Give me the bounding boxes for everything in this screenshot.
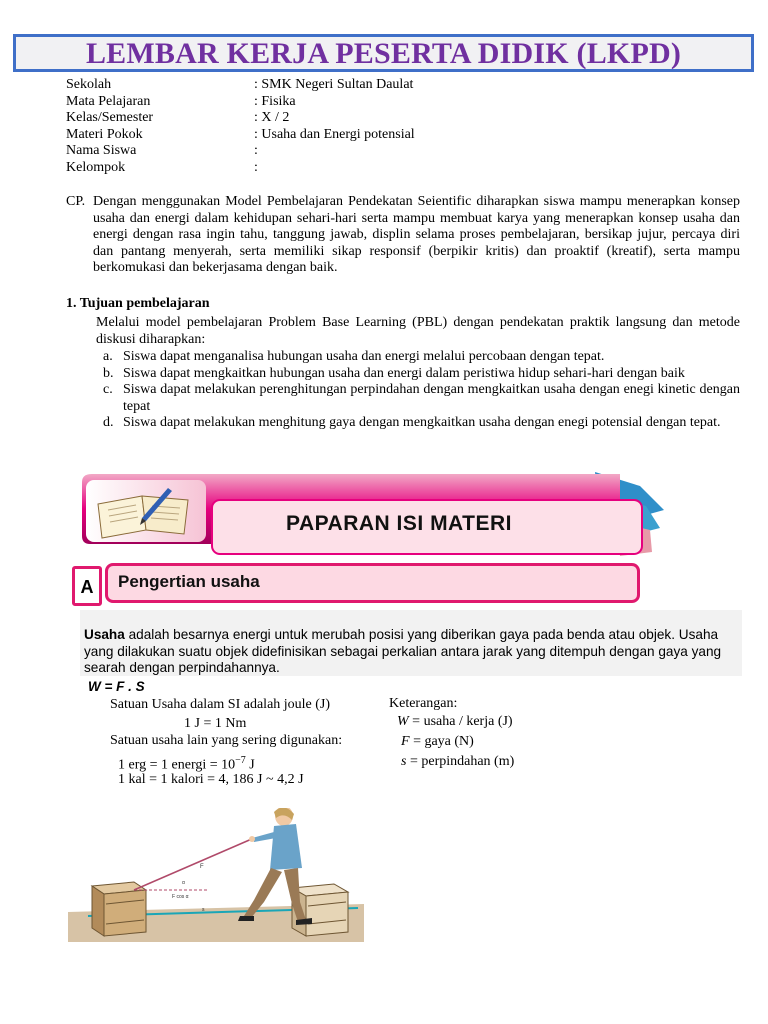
section-a-letter: A — [72, 566, 102, 606]
legend-desc: = perpindahan (m) — [406, 754, 515, 769]
units-other: Satuan usaha lain yang sering digunakan: — [110, 733, 343, 748]
list-text: Siswa dapat mengkaitkan hubungan usaha dan energi dalam peristiwa hidup sehari-hari dengan baik — [123, 365, 685, 381]
identity-value: : Usaha dan Energi potensial — [254, 126, 415, 142]
definition-term: Usaha — [84, 627, 125, 642]
units-joule: 1 J = 1 Nm — [184, 716, 247, 731]
distance-label: s — [202, 907, 205, 913]
identity-label: Mata Pelajaran — [66, 93, 151, 109]
legend-desc: = usaha / kerja (J) — [408, 714, 513, 729]
list-item — [103, 366, 740, 383]
title-box — [13, 34, 754, 72]
units-erg-prefix: 1 erg = 1 energi = 10 — [118, 757, 236, 773]
list-item — [103, 349, 740, 366]
list-item — [103, 415, 740, 432]
list-marker: d. — [103, 415, 114, 431]
legend-desc: = gaya (N) — [409, 734, 474, 749]
list-text: Siswa dapat melakukan menghitung gaya dengan mengkaitkan usaha dengan enegi potensial dengan tepat. — [123, 415, 721, 431]
list-marker: a. — [103, 349, 113, 364]
objectives-intro: Melalui model pembelajaran Problem Base Learning (PBL) dengan pendekatan praktik langsung dan metode diskusi diharapkan: — [96, 315, 740, 347]
identity-label: Kelompok — [66, 160, 126, 175]
units-si: Satuan Usaha dalam SI adalah joule (J) — [110, 697, 331, 712]
cp-prefix: CP. — [66, 194, 86, 209]
list-text: Siswa dapat melakukan perenghitungan perpindahan dengan mengkaitkan usaha dengan enegi kinetic dengan tepat — [123, 382, 740, 414]
banner-title: PAPARAN ISI MATERI — [286, 512, 513, 535]
definition-text — [84, 627, 744, 677]
objectives-heading: 1. Tujuan pembelajaran — [66, 296, 210, 311]
angle-label: α — [182, 880, 185, 886]
identity-value: : X / 2 — [254, 110, 290, 126]
legend-heading: Keterangan: — [389, 696, 458, 711]
legend-symbol: F — [401, 734, 410, 749]
legend-item-f — [401, 733, 474, 751]
identity-label: Kelas/Semester — [66, 110, 154, 126]
identity-value: : SMK Negeri Sultan Daulat — [254, 77, 414, 92]
identity-label: Materi Pokok — [66, 126, 143, 142]
component-label: F cos α — [172, 894, 189, 900]
legend-item-w — [397, 713, 513, 731]
list-text: Siswa dapat menganalisa hubungan usaha dan energi melalui percobaan dengan tepat. — [123, 349, 605, 364]
identity-label: Sekolah — [66, 77, 112, 92]
definition-body: adalah besarnya energi untuk merubah posisi yang diberikan gaya pada benda atau objek. Usaha yang dilakukan suatu objek didefinisikan sebagai perkalian antara jarak yang ditempuh dengan gaya yang searah dengan perpindahannya. — [84, 627, 722, 675]
list-marker: b. — [103, 365, 114, 381]
crate-left — [92, 882, 146, 936]
units-kal: 1 kal = 1 kalori = 4, 186 J ~ 4,2 J — [118, 772, 304, 787]
identity-value: : — [254, 143, 258, 159]
legend-item-s — [401, 753, 514, 771]
page-title: LEMBAR KERJA PESERTA DIDIK (LKPD) — [85, 37, 682, 70]
work-formula: W = F . S — [88, 679, 145, 694]
legend-symbol: W — [397, 714, 409, 729]
identity-block — [66, 77, 566, 179]
identity-label: Nama Siswa — [66, 143, 137, 159]
list-marker: c. — [103, 382, 113, 398]
list-item — [103, 382, 740, 415]
cp-text: Dengan menggunakan Model Pembelajaran Pendekatan Seientific diharapkan siswa mampu menerapkan konsep usaha dan energi dalam kehidupan sehari-hari serta mampu membuat karya yang menerapkan konsep usaha dan energi dengan rasa ingin tahu, tanggung jawab, displin selama proses pembelajaran, bersikap jujur, percaya diri dan pantang menyerah, serta memiliki sikap responsif (berpikir kritis) dan proaktif (kreatif), serta mampu berkomukasi dan bekerjasama dengan baik. — [93, 194, 740, 276]
identity-value: : Fisika — [254, 93, 296, 109]
identity-value: : — [254, 160, 258, 175]
objectives-list — [103, 349, 740, 432]
units-erg-exp: −7 — [235, 755, 246, 766]
cp-paragraph — [66, 194, 740, 277]
section-a-title: Pengertian usaha — [118, 572, 260, 591]
work-illustration — [68, 808, 364, 942]
units-erg-suffix: J — [245, 757, 255, 773]
force-label: F — [200, 864, 204, 870]
legend-symbol: s — [401, 754, 407, 769]
